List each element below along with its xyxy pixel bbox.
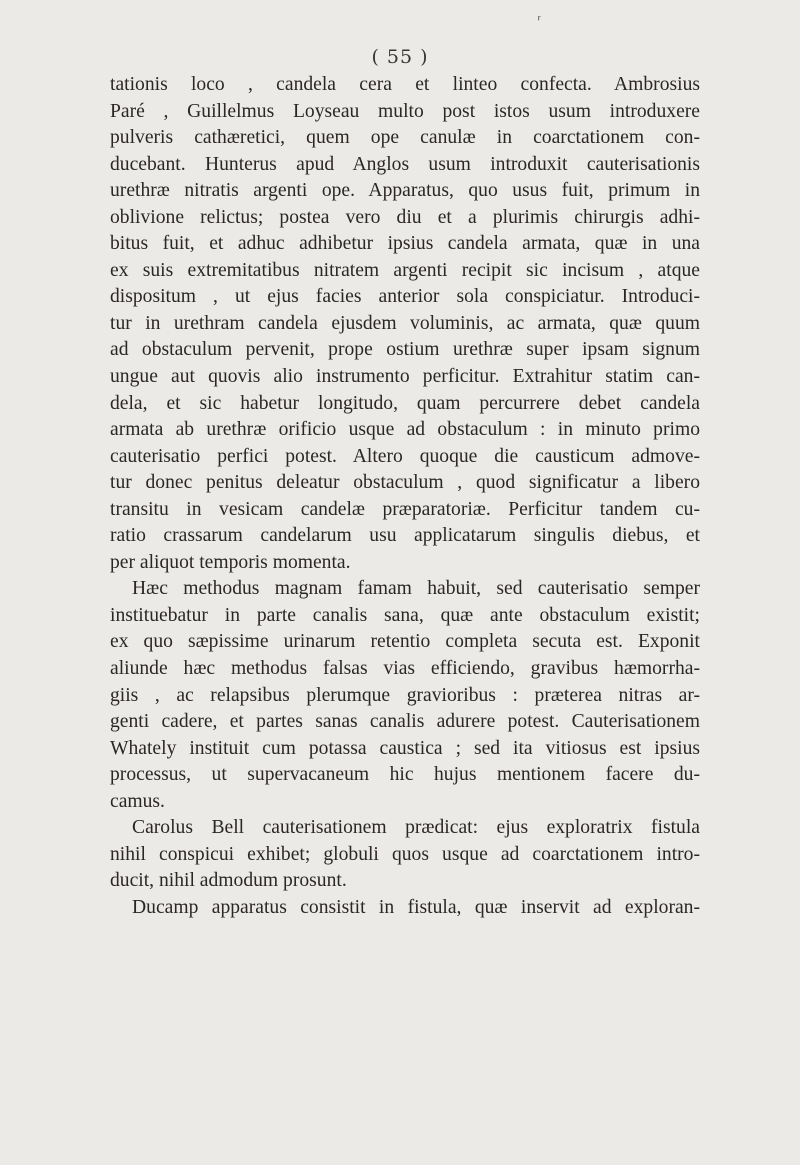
text-line: tur donec penitus deleatur obstaculum , quod significatur a libero: [110, 472, 700, 494]
text-line: Ducamp apparatus consistit in fistula, quæ inservit ad exploran-: [132, 896, 700, 918]
text-line: transitu in vesicam candelæ præparatoriæ. Perficitur tandem cu-: [110, 498, 700, 520]
text-line: ratio crassarum candelarum usu applicatarum singulis diebus, et: [110, 525, 700, 547]
text-line: processus, ut supervacaneum hic hujus mentionem facere du-: [110, 764, 700, 786]
text-line: tur in urethram candela ejusdem voluminis, ac armata, quæ quum: [110, 312, 700, 334]
text-line: cauterisatio perfici potest. Altero quoque die causticum admove-: [110, 445, 700, 467]
text-line: Paré , Guillelmus Loyseau multo post istos usum introduxere: [110, 100, 700, 122]
text-line: dela, et sic habetur longitudo, quam percurrere debet candela: [110, 392, 700, 414]
text-line: giis , ac relapsibus plerumque gravioribus : præterea nitras ar-: [110, 684, 700, 706]
corner-mark: ⸢: [537, 14, 542, 28]
text-line: Hæc methodus magnam famam habuit, sed cauterisatio semper: [132, 578, 700, 600]
text-line: ex suis extremitatibus nitratem argenti recipit sic incisum , atque: [110, 259, 700, 281]
text-line: camus.: [110, 790, 165, 812]
text-line: ex quo sæpissime urinarum retentio completa secuta est. Exponit: [110, 631, 700, 653]
text-line: Carolus Bell cauterisationem prædicat: ejus exploratrix fistula: [132, 817, 700, 839]
text-line: nihil conspicui exhibet; globuli quos usque ad coarctationem intro-: [110, 843, 700, 865]
page-number: ( 55 ): [371, 46, 429, 68]
text-line: oblivione relictus; postea vero diu et a plurimis chirurgis adhi-: [110, 206, 700, 228]
text-line: urethræ nitratis argenti ope. Apparatus, quo usus fuit, primum in: [110, 180, 700, 202]
text-line: ad obstaculum pervenit, prope ostium urethræ super ipsam signum: [110, 339, 700, 361]
text-line: tationis loco , candela cera et linteo confecta. Ambrosius: [110, 74, 700, 95]
text-line: per aliquot temporis momenta.: [110, 551, 351, 573]
text-line: bitus fuit, et adhuc adhibetur ipsius candela armata, quæ in una: [110, 233, 700, 255]
text-line: pulveris cathæretici, quem ope canulæ in coarctationem con-: [110, 127, 700, 149]
text-line: ungue aut quovis alio instrumento perficitur. Extrahitur statim can-: [110, 366, 700, 388]
text-line: instituebatur in parte canalis sana, quæ ante obstaculum existit;: [110, 604, 700, 626]
text-line: ducebant. Hunterus apud Anglos usum introduxit cauterisationis: [110, 153, 700, 175]
body-text: [110, 72, 700, 922]
text-line: ducit, nihil admodum prosunt.: [110, 870, 347, 892]
text-line: genti cadere, et partes sanas canalis adurere potest. Cauterisationem: [110, 711, 700, 733]
text-line: Whately instituit cum potassa caustica ; sed ita vitiosus est ipsius: [110, 737, 700, 759]
text-line: aliunde hæc methodus falsas vias efficiendo, gravibus hæmorrha-: [110, 658, 700, 680]
text-line: dispositum , ut ejus facies anterior sola conspiciatur. Introduci-: [110, 286, 700, 308]
text-line: armata ab urethræ orificio usque ad obstaculum : in minuto primo: [110, 419, 700, 441]
